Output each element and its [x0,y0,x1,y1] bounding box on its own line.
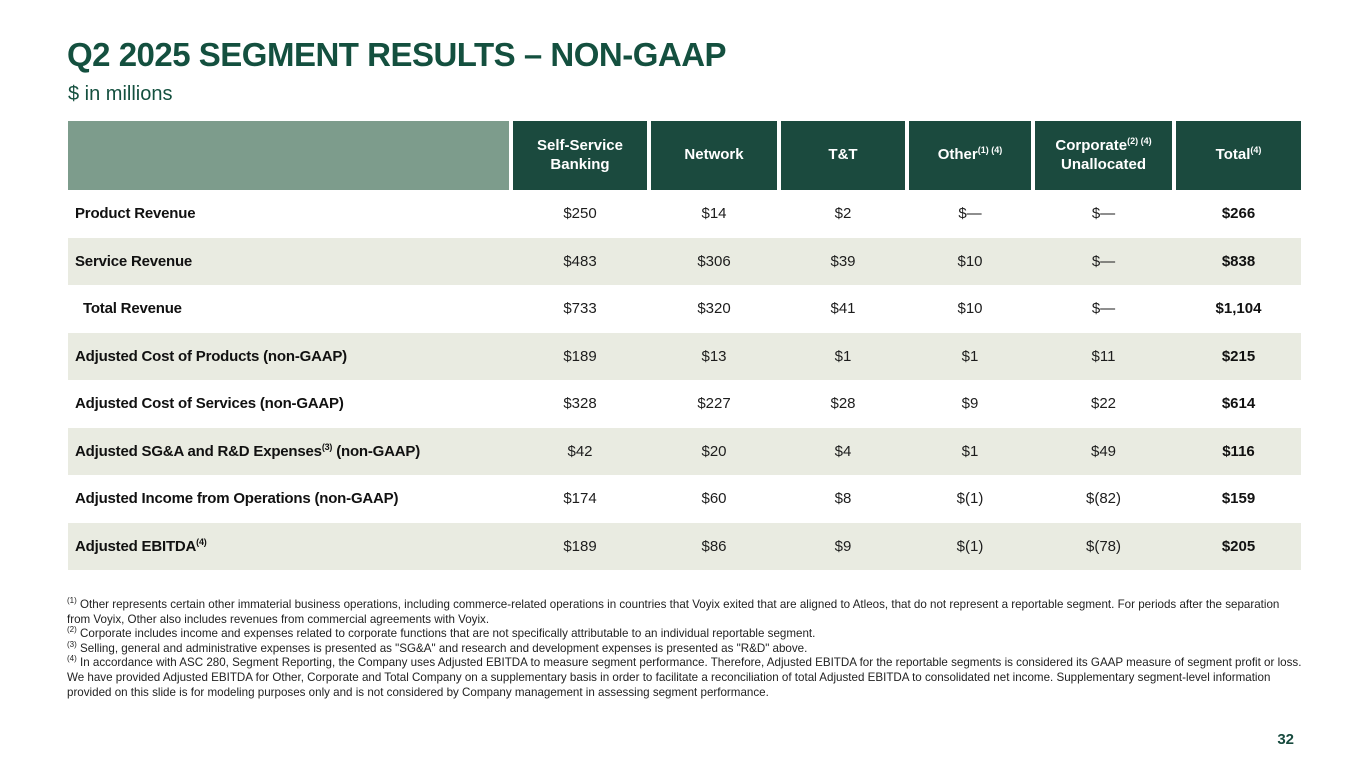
cell-value: $320 [697,300,731,318]
cell-value: $— [958,205,982,223]
table-row-adjusted-ebitda [68,523,1301,571]
column-label-line2: Banking [550,155,610,173]
cell-value-total: $1,104 [1215,300,1262,318]
row-label: Adjusted Income from Operations (non-GAAP) [75,490,399,508]
cell-value: $41 [830,300,856,318]
footnote-4: $^{(4)}$ In accordance with ASC 280, Segment Reporting, the Company uses Adjusted EBITDA to measure segment performance. Therefore, Adjusted EBITDA for the reportable segments is considered its GAAP measure of segment profit or loss. We have provided Adjusted EBITDA for Other, Corporate and Total Company on a supplementary basis in order to facilitate a reconciliation of total Adjusted EBITDA to consolidated net income. Supplementary segment-level information provided on this slide is for modeling purposes only and is not considered by Company management in assessing segment performance. [67,654,1302,699]
cell-value: $10 [957,252,983,270]
cell-value: $39 [830,252,856,270]
cell-value: $9 [961,395,979,413]
cell-value: $250 [563,205,597,223]
header-cell-empty [68,121,509,190]
cell-value: $8 [834,490,852,508]
cell-value-total: $266 [1221,205,1256,223]
cell-value: $174 [563,490,597,508]
cell-value: $4 [834,442,852,460]
table-row-adjusted-income-from-operations [68,475,1301,523]
row-label: Adjusted Cost of Services (non-GAAP) [75,395,344,413]
cell-value-total: $205 [1221,537,1256,555]
cell-value: $(82) [1085,490,1122,508]
column-label: T&T [828,146,858,164]
cell-value: $733 [563,300,597,318]
column-label: Other$^{(1) (4)}$ [937,145,1003,164]
cell-value: $306 [697,252,731,270]
footnote-1: $^{(1)}$ Other represents certain other immaterial business operations, including commerce-related operations in countries that Voyix exited that are aligned to Atleos, that do not represent a reportable segment. For periods after the separation from Voyix, Other also includes revenues from commercial agreements with Voyix. [67,596,1280,626]
column-label: Network [684,146,744,164]
table-row-product-revenue [68,190,1301,238]
cell-value-total: $838 [1221,252,1256,270]
cell-value: $1 [961,442,979,460]
page-subtitle: $ in millions [68,83,173,105]
cell-value: $1 [961,347,979,365]
page-title: Q2 2025 SEGMENT RESULTS – NON-GAAP [67,36,727,73]
cell-value: $28 [830,395,856,413]
header-cell-network [651,121,777,190]
row-label: Service Revenue [75,252,193,270]
cell-value: $60 [701,490,727,508]
cell-value: $20 [701,442,727,460]
cell-value: $14 [701,205,727,223]
column-label: Total$^{(4)}$ [1215,145,1262,164]
cell-value: $2 [834,205,852,223]
cell-value: $189 [563,347,597,365]
header-cell-corporate-unallocated [1035,121,1172,190]
cell-value: $227 [697,395,731,413]
cell-value: $9 [834,537,852,555]
header-cell-tnt [781,121,905,190]
cell-value: $(1) [956,537,984,555]
cell-value: $86 [701,537,727,555]
row-label: Total Revenue [83,300,182,318]
table-row-adjusted-sga-rd-expenses [68,428,1301,476]
row-label: Adjusted EBITDA$^{(4)}$ [75,536,207,555]
cell-value: $22 [1090,395,1117,413]
cell-value: $13 [701,347,727,365]
table-row-service-revenue [68,238,1301,286]
table-header-row [68,121,1301,190]
row-label: Adjusted SG&A and R&D Expenses$^{(3)}$ (non-GAAP) [75,441,421,460]
cell-value: $189 [563,537,597,555]
cell-value: $— [1091,205,1116,223]
cell-value: $1 [834,347,852,365]
page-number: 32 [1277,731,1294,748]
table-row-total-revenue [68,285,1301,333]
cell-value: $— [1091,300,1116,318]
cell-value: $10 [957,300,983,318]
cell-value: $11 [1091,347,1116,365]
cell-value-total: $159 [1221,490,1256,508]
cell-value: $(78) [1085,537,1122,555]
cell-value: $328 [563,395,597,413]
cell-value-total: $215 [1221,347,1256,365]
column-label: Corporate$^{(2) (4)}$ [1055,135,1152,154]
header-cell-self-service-banking [513,121,647,190]
table-row-adjusted-cost-of-products [68,333,1301,381]
cell-value-total: $614 [1221,395,1256,413]
footnote-2: $^{(2)}$ Corporate includes income and expenses related to corporate functions that are not specifically attributable to an individual reportable segment. [67,625,816,641]
row-label: Product Revenue [75,205,196,223]
table-row-adjusted-cost-of-services [68,380,1301,428]
footnotes [67,598,1304,700]
row-label: Adjusted Cost of Products (non-GAAP) [75,347,347,365]
cell-value: $(1) [956,490,984,508]
header-cell-total [1176,121,1301,190]
header-cell-other [909,121,1031,190]
cell-value-total: $116 [1222,442,1255,460]
cell-value: $42 [567,442,593,460]
segment-results-table [68,121,1301,570]
cell-value: $483 [563,252,597,270]
cell-value: $— [1091,252,1116,270]
column-label: Self-Service [537,136,623,154]
cell-value: $49 [1090,442,1117,460]
column-label-line2: Unallocated [1060,155,1147,173]
footnote-3: $^{(3)}$ Selling, general and administrative expenses is presented as "SG&A" and research and development expenses is presented as "R&D" above. [67,639,808,655]
